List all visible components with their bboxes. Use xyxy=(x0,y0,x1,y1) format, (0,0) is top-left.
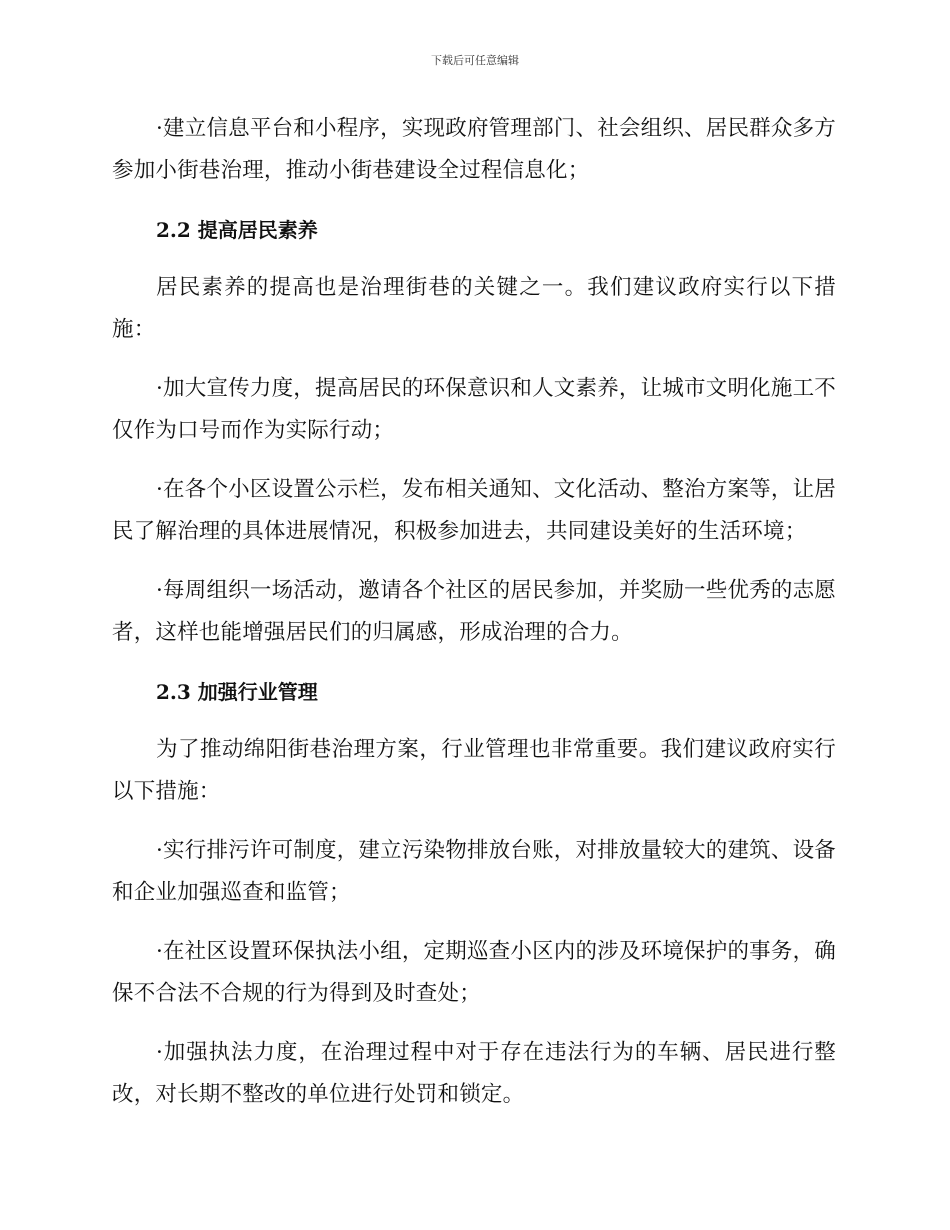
section-heading-2-3: 2.3 加强行业管理 xyxy=(156,680,318,704)
paragraph-discharge-permit: ·实行排污许可制度，建立污染物排放台账，对排放量较大的建筑、设备和企业加强巡查和监管； xyxy=(112,838,836,905)
paragraph-industry-management-intro: 为了推动绵阳街巷治理方案，行业管理也非常重要。我们建议政府实行以下措施： xyxy=(112,737,836,804)
paragraph-info-platform: ·建立信息平台和小程序，实现政府管理部门、社会组织、居民群众多方参加小街巷治理，推动小街巷建设全过程信息化； xyxy=(112,116,836,183)
paragraph-enforcement-strength: ·加强执法力度，在治理过程中对于存在违法行为的车辆、居民进行整改，对长期不整改的单位进行处罚和锁定。 xyxy=(112,1040,836,1107)
page-header: 下载后可任意编辑 xyxy=(431,54,519,67)
paragraph-enforcement-team: ·在社区设置环保执法小组，定期巡查小区内的涉及环境保护的事务，确保不合法不合规的行为得到及时查处； xyxy=(112,939,836,1006)
paragraph-resident-quality-intro: 居民素养的提高也是治理街巷的关键之一。我们建议政府实行以下措施： xyxy=(112,275,836,342)
document-body xyxy=(112,108,836,1133)
paragraph-publicity: ·加大宣传力度，提高居民的环保意识和人文素养，让城市文明化施工不仅作为口号而作为实际行动； xyxy=(112,376,836,443)
paragraph-weekly-activity: ·每周组织一场活动，邀请各个社区的居民参加，并奖励一些优秀的志愿者，这样也能增强居民们的归属感，形成治理的合力。 xyxy=(112,578,836,645)
paragraph-bulletin-board: ·在各个小区设置公示栏，发布相关通知、文化活动、整治方案等，让居民了解治理的具体进展情况，积极参加进去，共同建设美好的生活环境； xyxy=(112,477,836,544)
section-heading-2-2: 2.2 提高居民素养 xyxy=(156,218,318,242)
